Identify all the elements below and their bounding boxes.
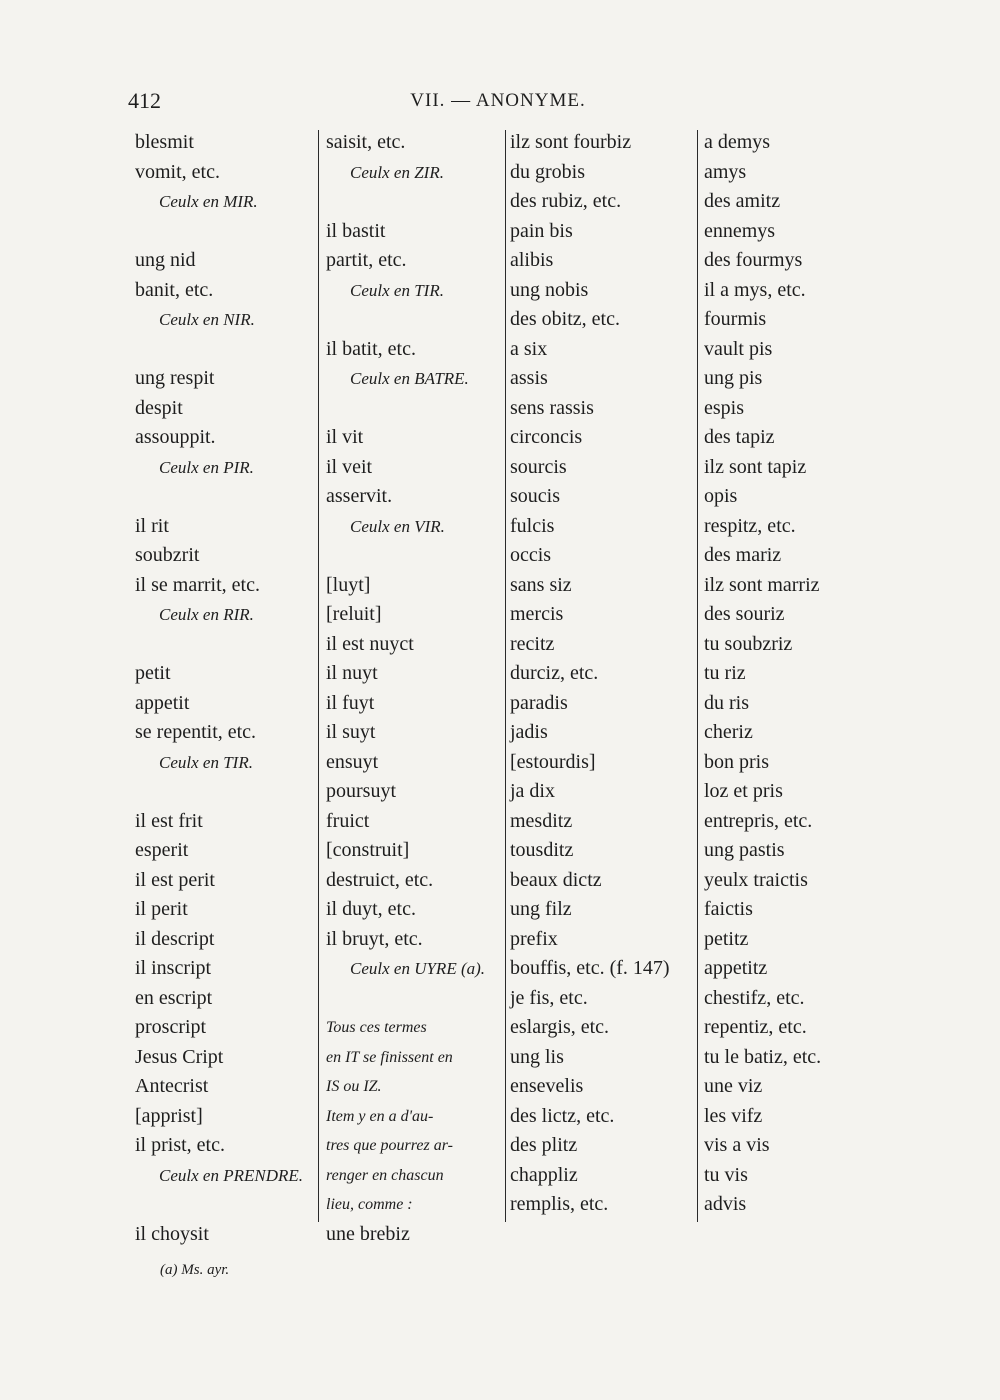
editorial-note: Item y en a d'au- (326, 1107, 434, 1125)
word-entry: il suyt (326, 721, 376, 743)
editorial-note: renger en chascun (326, 1166, 444, 1184)
word-entry: des lictz, etc. (510, 1104, 615, 1127)
word-entry: se repentit, etc. (135, 721, 257, 743)
word-entry: vomit, etc. (135, 160, 220, 183)
word-entry: esperit (135, 839, 189, 861)
word-entry: ennemys (704, 219, 776, 242)
word-entry: ja dix (510, 780, 555, 802)
word-entry: il bastit (326, 219, 386, 242)
word-entry: il se marrit, etc. (135, 573, 260, 596)
word-entry: du ris (704, 691, 749, 714)
column-rule (697, 130, 698, 1222)
word-entry: il choysit (135, 1222, 209, 1245)
word-entry: poursuyt (326, 780, 396, 802)
word-entry: je fis, etc. (510, 986, 588, 1009)
word-entry: ung filz (510, 898, 572, 920)
word-entry: en escript (135, 986, 213, 1009)
word-column-1 (135, 128, 315, 1245)
word-entry: il prist, etc. (135, 1134, 225, 1156)
word-entry: proscript (135, 1016, 207, 1038)
word-entry: [construit] (326, 839, 410, 861)
word-entry: Jesus Cript (135, 1045, 224, 1068)
word-entry: prefix (510, 927, 558, 950)
word-entry: chappliz (510, 1163, 578, 1186)
word-entry: alibis (510, 249, 554, 271)
word-entry: tu soubzriz (704, 632, 793, 655)
word-column-4 (704, 128, 884, 1224)
word-entry: une viz (704, 1075, 763, 1097)
word-entry: vault pis (704, 337, 773, 360)
word-entry: mercis (510, 603, 564, 625)
word-entry: Antecrist (135, 1075, 209, 1097)
word-entry: assouppit. (135, 426, 216, 448)
word-entry: fourmis (704, 308, 767, 330)
running-title: VII. — ANONYME. (410, 90, 586, 111)
word-entry: sourcis (510, 455, 567, 478)
word-entry: repentiz, etc. (704, 1016, 807, 1038)
word-entry: il nuyt (326, 662, 378, 684)
word-entry: remplis, etc. (510, 1193, 609, 1215)
word-entry: ung lis (510, 1045, 564, 1068)
word-column-3 (510, 128, 695, 1224)
word-entry: asservit. (326, 485, 393, 507)
word-entry: entrepris, etc. (704, 809, 813, 832)
word-entry: il est nuyct (326, 632, 414, 655)
word-entry: amys (704, 160, 747, 183)
word-entry: ensuyt (326, 750, 379, 773)
word-entry: banit, etc. (135, 278, 214, 301)
blank-line (135, 777, 315, 807)
word-entry: du grobis (510, 160, 585, 183)
word-entry: il batit, etc. (326, 337, 416, 360)
word-entry: beaux dictz (510, 868, 602, 891)
blank-line (326, 541, 506, 571)
blank-line (326, 187, 506, 217)
word-entry: occis (510, 544, 552, 566)
word-entry: ilz sont tapiz (704, 455, 807, 478)
word-entry: chestifz, etc. (704, 986, 805, 1009)
word-entry: des fourmys (704, 249, 803, 271)
word-entry: petit (135, 662, 171, 684)
word-entry: il inscript (135, 957, 212, 979)
word-entry: tu le batiz, etc. (704, 1045, 822, 1068)
word-entry: loz et pris (704, 780, 783, 802)
word-entry: cheriz (704, 721, 753, 743)
blank-line (135, 482, 315, 512)
word-entry: despit (135, 396, 183, 419)
word-entry: ilz sont marriz (704, 573, 820, 596)
word-entry: sens rassis (510, 396, 594, 419)
word-entry: bouffis, etc. (f. 147) (510, 957, 670, 979)
section-heading: Ceulx en UYRE (a). (350, 959, 486, 978)
word-entry: il bruyt, etc. (326, 927, 423, 950)
word-entry: paradis (510, 691, 568, 714)
word-entry: des amitz (704, 190, 781, 212)
section-heading: Ceulx en PIR. (159, 457, 254, 477)
word-entry: a demys (704, 131, 771, 153)
section-heading: Ceulx en RIR. (159, 605, 254, 624)
blank-line (326, 984, 506, 1014)
word-entry: petitz (704, 927, 749, 950)
word-entry: fruict (326, 809, 370, 832)
word-entry: faictis (704, 898, 753, 920)
section-heading: Ceulx en NIR. (159, 310, 255, 329)
word-entry: des obitz, etc. (510, 308, 620, 330)
word-entry: yeulx traictis (704, 868, 808, 891)
page-header (128, 88, 868, 118)
word-column-2 (326, 128, 506, 1245)
word-entry: mesditz (510, 809, 573, 832)
word-entry: des plitz (510, 1134, 578, 1156)
section-heading: Ceulx en TIR. (350, 280, 444, 300)
word-entry: destruict, etc. (326, 868, 434, 891)
blank-line (326, 305, 506, 335)
word-entry: il veit (326, 455, 373, 478)
word-entry: durciz, etc. (510, 662, 599, 684)
word-entry: ung nid (135, 249, 196, 271)
section-heading: Ceulx en BATRE. (350, 369, 469, 388)
blank-line (135, 217, 315, 247)
word-entry: [estourdis] (510, 750, 596, 773)
word-entry: a six (510, 337, 548, 360)
word-entry: respitz, etc. (704, 514, 796, 537)
editorial-note: tres que pourrez ar- (326, 1137, 453, 1154)
word-entry: il vit (326, 426, 364, 448)
word-entry: sans siz (510, 573, 572, 596)
word-entry: saisit, etc. (326, 131, 406, 153)
word-entry: appetitz (704, 957, 768, 979)
editorial-note: IS ou IZ. (326, 1078, 382, 1095)
editorial-note: en IT se finissent en (326, 1048, 453, 1066)
word-entry: il duyt, etc. (326, 898, 416, 920)
word-entry: des tapiz (704, 426, 775, 448)
word-entry: ung respit (135, 367, 215, 389)
word-entry: jadis (510, 721, 548, 743)
word-entry: des souriz (704, 603, 785, 625)
word-entry: vis a vis (704, 1134, 770, 1156)
word-entry: une brebiz (326, 1222, 410, 1245)
word-entry: les vifz (704, 1104, 763, 1127)
word-entry: partit, etc. (326, 249, 407, 271)
word-entry: ung pastis (704, 839, 785, 861)
word-entry: il est perit (135, 868, 215, 891)
word-entry: eslargis, etc. (510, 1016, 610, 1038)
footnote: (a) Ms. ayr. (160, 1262, 230, 1278)
word-entry: fulcis (510, 514, 555, 537)
word-entry: des mariz (704, 544, 782, 566)
section-heading: Ceulx en VIR. (350, 516, 445, 536)
word-entry: il rit (135, 514, 169, 537)
word-entry: il fuyt (326, 691, 375, 714)
word-entry: ung pis (704, 367, 763, 389)
word-entry: tousditz (510, 839, 574, 861)
word-entry: tu riz (704, 662, 746, 684)
word-entry: ensevelis (510, 1075, 584, 1097)
word-entry: il est frit (135, 809, 203, 832)
word-entry: blesmit (135, 131, 194, 153)
section-heading: Ceulx en MIR. (159, 192, 258, 211)
word-entry: il descript (135, 927, 215, 950)
word-entry: appetit (135, 691, 190, 714)
word-entry: tu vis (704, 1163, 748, 1186)
editorial-note: lieu, comme : (326, 1196, 413, 1213)
word-entry: bon pris (704, 750, 769, 773)
word-entry: il perit (135, 898, 188, 920)
word-entry: [luyt] (326, 573, 371, 596)
word-entry: opis (704, 485, 738, 507)
word-entry: soucis (510, 485, 560, 507)
word-entry: espis (704, 396, 744, 419)
section-heading: Ceulx en ZIR. (350, 162, 444, 182)
word-entry: [apprist] (135, 1104, 203, 1127)
word-entry: il a mys, etc. (704, 278, 806, 301)
section-heading: Ceulx en PRENDRE. (159, 1165, 303, 1185)
page-number: 412 (128, 88, 161, 113)
column-rule (318, 130, 319, 1222)
word-entry: recitz (510, 632, 555, 655)
word-entry: soubzrit (135, 544, 200, 566)
word-entry: assis (510, 367, 548, 389)
blank-line (135, 630, 315, 660)
word-entry: ung nobis (510, 278, 589, 301)
editorial-note: Tous ces termes (326, 1019, 427, 1036)
word-entry: [reluit] (326, 603, 382, 625)
section-heading: Ceulx en TIR. (159, 752, 253, 772)
blank-line (135, 335, 315, 365)
word-entry: ilz sont fourbiz (510, 131, 632, 153)
word-entry: des rubiz, etc. (510, 190, 622, 212)
blank-line (135, 1190, 315, 1220)
word-entry: pain bis (510, 219, 573, 242)
blank-line (326, 394, 506, 424)
word-entry: circoncis (510, 426, 583, 448)
word-entry: advis (704, 1193, 747, 1215)
